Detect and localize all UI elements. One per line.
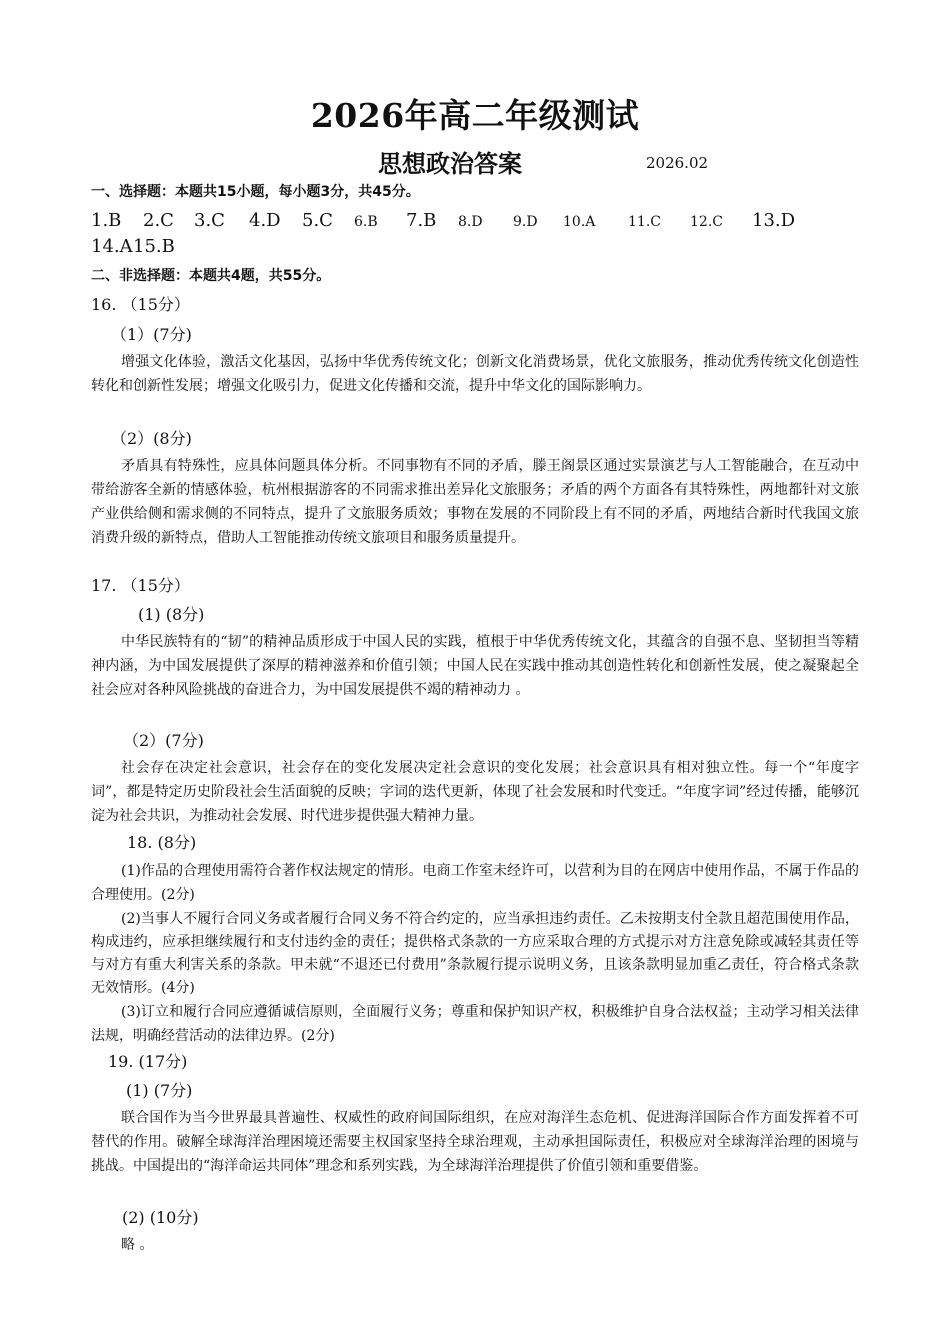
page-title: 2026年高二年级测试 — [310, 96, 640, 135]
q18-part3-answer: (3)订立和履行合同应遵循诚信原则，全面履行义务；尊重和保护知识产权，积极维护自身合法权益；主动学习相关法律法规，明确经营活动的法律边界。(2分) — [91, 1004, 859, 1044]
q19-part2-answer: 略 。 — [121, 1237, 154, 1253]
q16-part1-label: （1）(7分) — [111, 325, 192, 344]
q18-part1-answer: (1)作品的合理使用需符合著作权法规定的情形。电商工作室未经许可，以营利为目的在网店中使用作品，不属于作品的合理使用。(2分) — [91, 863, 859, 903]
mc-answer: 13.D — [752, 210, 796, 231]
q17-title: 17. （15分） — [91, 576, 190, 595]
mc-answer: 11.C — [628, 214, 661, 230]
q16-part2-label: （2）(8分) — [111, 429, 192, 448]
mc-answer: 12.C — [690, 214, 723, 230]
q17-part1-label: (1) (8分) — [138, 605, 205, 624]
q19-title: 19. (17分) — [108, 1052, 188, 1071]
q16-part2-answer: 矛盾具有特殊性，应具体问题具体分析。不同事物有不同的矛盾，滕王阁景区通过实景演艺与人工智能融合，在互动中带给游客全新的情感体验，杭州根据游客的不同需求推出差异化文旅服务；矛盾的两个方面各有其特殊性，两地都针对文旅产业供给侧和需求侧的不同特点，提升了文旅服务质效；事物在发展的不同阶段上有不同的矛盾，两地结合新时代我国文旅消费升级的新特点，借助人工智能推动传统文旅项目和服务质量提升。 — [91, 458, 859, 546]
mc-answer: 14.A — [91, 236, 133, 257]
mc-answer: 4.D — [249, 210, 281, 231]
mc-answer: 8.D — [458, 214, 483, 230]
q16-part1-answer: 增强文化体验，激活文化基因，弘扬中华优秀传统文化；创新文化消费场景，优化文旅服务，推动优秀传统文化创造性转化和创新性发展；增强文化吸引力，促进文化传播和交流，提升中华文化的国际影响力。 — [91, 354, 859, 394]
q19-part1-label: (1) (7分) — [126, 1081, 193, 1100]
mc-answer: 2.C — [143, 210, 174, 231]
q17-part2-answer: 社会存在决定社会意识，社会存在的变化发展决定社会意识的变化发展；社会意识具有相对独立性。每一个“年度字词”，都是特定历史阶段社会生活面貌的反映；字词的迭代更新，体现了社会发展和时代变迁。“年度字词”经过传播，能够沉淀为社会共识，为推动社会发展、时代进步提供强大精神力量。 — [91, 760, 859, 824]
mc-answer: 10.A — [563, 214, 596, 230]
q18-title: 18. (8分) — [127, 833, 197, 852]
mc-answer: 1.B — [91, 210, 122, 231]
section1-heading: 一、选择题：本题共15小题，每小题3分，共45分。 — [91, 184, 420, 200]
mc-answer: 6.B — [354, 214, 378, 230]
mc-answer: 3.C — [194, 210, 225, 231]
exam-date: 2026.02 — [646, 154, 709, 172]
mc-answer: 5.C — [302, 210, 333, 231]
mc-answer: 15.B — [133, 236, 175, 257]
q17-part1-answer: 中华民族特有的“韧”的精神品质形成于中国人民的实践，植根于中华优秀传统文化，其蕴含的自强不息、坚韧担当等精神内涵，为中国发展提供了深厚的精神滋养和价值引领；中国人民在实践中推动其创造性转化和创新性发展，使之凝聚起全社会应对各种风险挑战的奋进合力，为中国发展提供不竭的精神动力 。 — [91, 634, 859, 698]
subject-title: 思想政治答案 — [378, 149, 522, 178]
mc-answer: 7.B — [406, 210, 437, 231]
q18-part2-answer: (2)当事人不履行合同义务或者履行合同义务不符合约定的，应当承担违约责任。乙未按期支付全款且超范围使用作品，构成违约，应承担继续履行和支付违约金的责任；提供格式条款的一方应采取合理的方式提示对方注意免除或减轻其责任等与对方有重大利害关系的条款。甲未就“不退还已付费用”条款履行提示说明义务，且该条款明显加重乙责任，符合格式条款无效情形。(4分) — [91, 911, 859, 996]
mc-answer: 9.D — [513, 214, 538, 230]
q19-part1-answer: 联合国作为当今世界最具普遍性、权威性的政府间国际组织，在应对海洋生态危机、促进海洋国际合作方面发挥着不可替代的作用。破解全球海洋治理困境还需要主权国家坚持全球治理观，主动承担国际责任，积极应对全球海洋治理的困境与挑战。中国提出的“海洋命运共同体”理念和系列实践，为全球海洋治理提供了价值引领和重要借鉴。 — [91, 1110, 859, 1174]
q19-part2-label: (2) (10分) — [122, 1208, 199, 1227]
q16-title: 16. （15分） — [91, 295, 190, 314]
section2-heading: 二、非选择题：本题共4题，共55分。 — [91, 268, 331, 284]
q17-part2-label: （2）(7分) — [123, 731, 204, 750]
